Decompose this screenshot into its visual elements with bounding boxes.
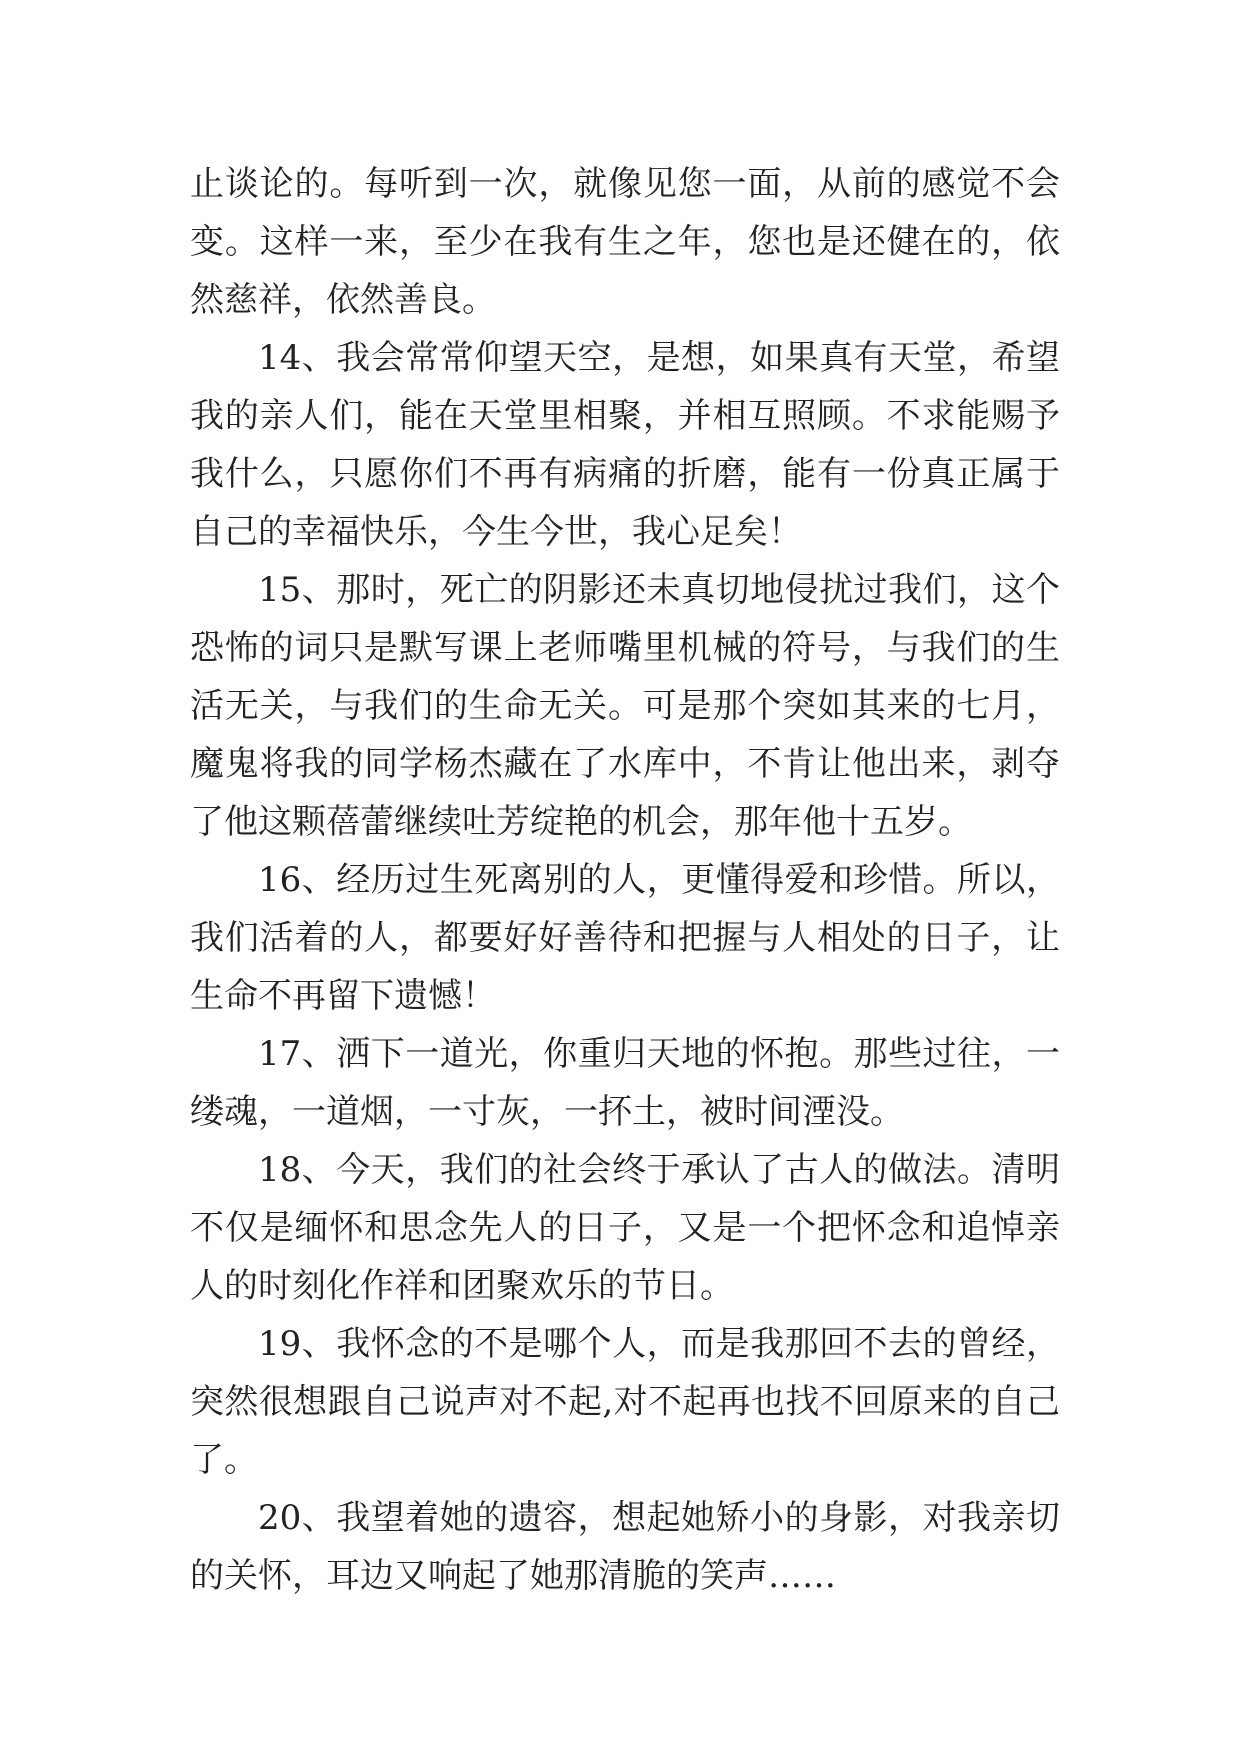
paragraph-19: 19、我怀念的不是哪个人，而是我那回不去的曾经，突然很想跟自己说声对不起,对不起再也找不回原来的自己了。 [190,1324,1060,1480]
paragraph-continuation: 止谈论的。每听到一次，就像见您一面，从前的感觉不会变。这样一来，至少在我有生之年，您也是还健在的，依然慈祥，依然善良。 [190,164,1060,320]
paragraph-20: 20、我望着她的遗容，想起她矫小的身影，对我亲切的关怀，耳边又响起了她那清脆的笑声…… [190,1498,1060,1596]
paragraph-14: 14、我会常常仰望天空，是想，如果真有天堂，希望我的亲人们，能在天堂里相聚，并相互照顾。不求能赐予我什么，只愿你们不再有病痛的折磨，能有一份真正属于自己的幸福快乐，今生今世，我心足矣！ [190,338,1060,552]
paragraph-16: 16、经历过生死离别的人，更懂得爱和珍惜。所以，我们活着的人，都要好好善待和把握与人相处的日子，让生命不再留下遗憾！ [190,860,1060,1016]
paragraph-17: 17、洒下一道光，你重归天地的怀抱。那些过往，一缕魂，一道烟，一寸灰，一抔土，被时间湮没。 [190,1034,1060,1132]
paragraph-15: 15、那时，死亡的阴影还未真切地侵扰过我们，这个恐怖的词只是默写课上老师嘴里机械的符号，与我们的生活无关，与我们的生命无关。可是那个突如其来的七月，魔鬼将我的同学杨杰藏在了水库中，不肯让他出来，剥夺了他这颗蓓蕾继续吐芳绽艳的机会，那年他十五岁。 [190,570,1060,842]
paragraph-18: 18、今天，我们的社会终于承认了古人的做法。清明不仅是缅怀和思念先人的日子，又是一个把怀念和追悼亲人的时刻化作祥和团聚欢乐的节日。 [190,1150,1060,1306]
document-body [190,155,1060,1605]
